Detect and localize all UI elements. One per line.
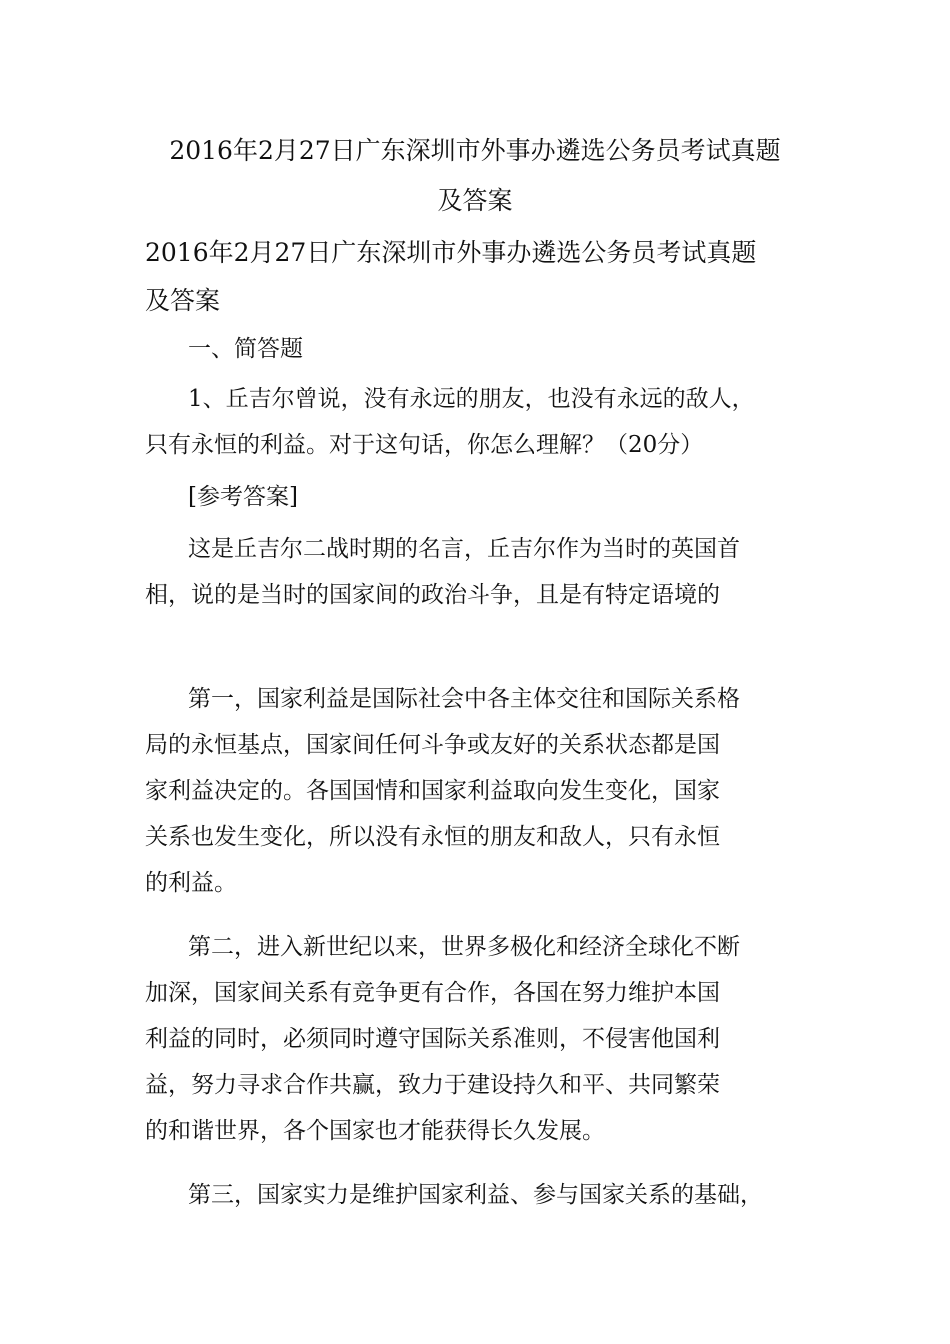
question-paragraph — [145, 376, 825, 468]
question-line-1: 1、丘吉尔曾说，没有永远的朋友，也没有永远的敌人， — [188, 386, 755, 412]
point-3-line: 第三，国家实力是维护国家利益、参与国家关系的基础， — [188, 1182, 763, 1208]
document-title-line-2: 及答案 — [437, 186, 513, 215]
intro-paragraph — [145, 526, 825, 618]
point-2-line: 益，努力寻求合作共赢，致力于建设持久和平、共同繁荣 — [145, 1072, 720, 1098]
point-1-paragraph — [145, 676, 825, 906]
point-1-line: 局的永恒基点，国家间任何斗争或友好的关系状态都是国 — [145, 732, 720, 758]
point-2-line: 的和谐世界，各个国家也才能获得长久发展。 — [145, 1118, 605, 1144]
intro-line-1: 这是丘吉尔二战时期的名言，丘吉尔作为当时的英国首 — [188, 536, 740, 562]
subtitle-line-1: 2016年2月27日广东深圳市外事办遴选公务员考试真题 — [145, 238, 757, 267]
point-2-line: 第二，进入新世纪以来，世界多极化和经济全球化不断 — [188, 934, 740, 960]
section-heading — [188, 326, 868, 372]
point-1-line: 的利益。 — [145, 870, 237, 896]
point-2-line: 利益的同时，必须同时遵守国际关系准则，不侵害他国利 — [145, 1026, 720, 1052]
point-3-paragraph — [145, 1172, 825, 1218]
point-1-line: 关系也发生变化，所以没有永恒的朋友和敌人，只有永恒 — [145, 824, 720, 850]
point-2-paragraph — [145, 924, 825, 1154]
answer-label — [188, 474, 868, 520]
point-2-line: 加深，国家间关系有竞争更有合作，各国在努力维护本国 — [145, 980, 720, 1006]
point-1-line: 家利益决定的。各国国情和国家利益取向发生变化，国家 — [145, 778, 720, 804]
answer-label-text: [参考答案] — [188, 484, 298, 510]
intro-line-2: 相，说的是当时的国家间的政治斗争，且是有特定语境的 — [145, 582, 720, 608]
question-line-2: 只有永恒的利益。对于这句话，你怎么理解？（20分） — [145, 432, 704, 458]
subtitle-line-2: 及答案 — [145, 286, 221, 315]
document-title-line-1: 2016年2月27日广东深圳市外事办遴选公务员考试真题 — [169, 136, 781, 165]
point-1-line: 第一，国家利益是国际社会中各主体交往和国际关系格 — [188, 686, 740, 712]
section-heading-text: 一、简答题 — [188, 336, 303, 362]
